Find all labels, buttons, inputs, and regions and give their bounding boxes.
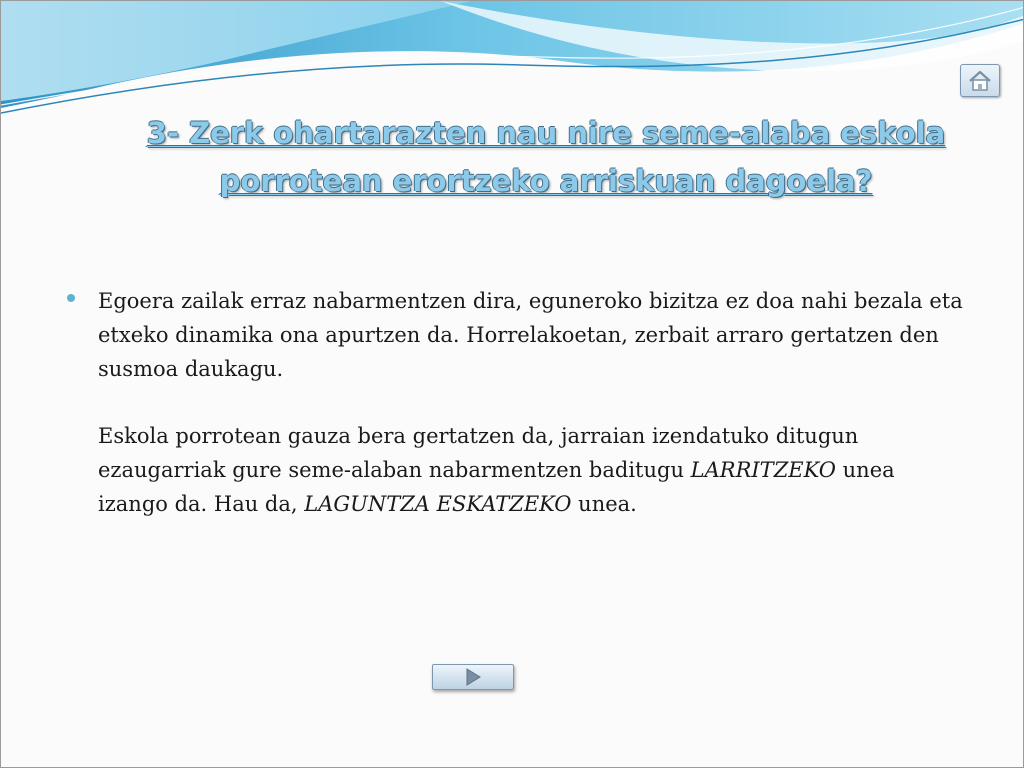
emphasis-larritzeko: LARRITZEKO xyxy=(690,458,836,482)
house-icon xyxy=(968,70,992,92)
home-button[interactable] xyxy=(960,64,1000,97)
header-wave-decoration xyxy=(1,1,1024,121)
paragraph-2-part-3: unea. xyxy=(571,492,637,516)
emphasis-laguntza-eskatzeko: LAGUNTZA ESKATZEKO xyxy=(304,492,572,516)
bullet-dot-icon xyxy=(67,294,75,302)
paragraph-2-part-1: Eskola porrotean gauza bera gertatzen da, jarraian izendatuko ditugun ezaugarriak gure seme-alaban nabarmentzen baditugu xyxy=(98,424,859,482)
bullet-list xyxy=(67,284,967,521)
paragraph-1: Egoera zailak erraz nabarmentzen dira, eguneroko bizitza ez doa nahi bezala eta etxeko dinamika ona apurtzen da. Horrelakoetan, zerbait arraro gertatzen den susmoa daukagu. xyxy=(98,289,963,381)
paragraph-2-part-2: unea izango da. Hau da, xyxy=(98,458,895,516)
slide-title: 3- Zerk ohartarazten nau nire seme-alaba eskola porrotean erortzeko arriskuan dagoela? xyxy=(146,116,946,198)
play-triangle-icon xyxy=(464,668,482,686)
next-button[interactable] xyxy=(432,664,514,690)
paragraph-2 xyxy=(98,419,967,521)
